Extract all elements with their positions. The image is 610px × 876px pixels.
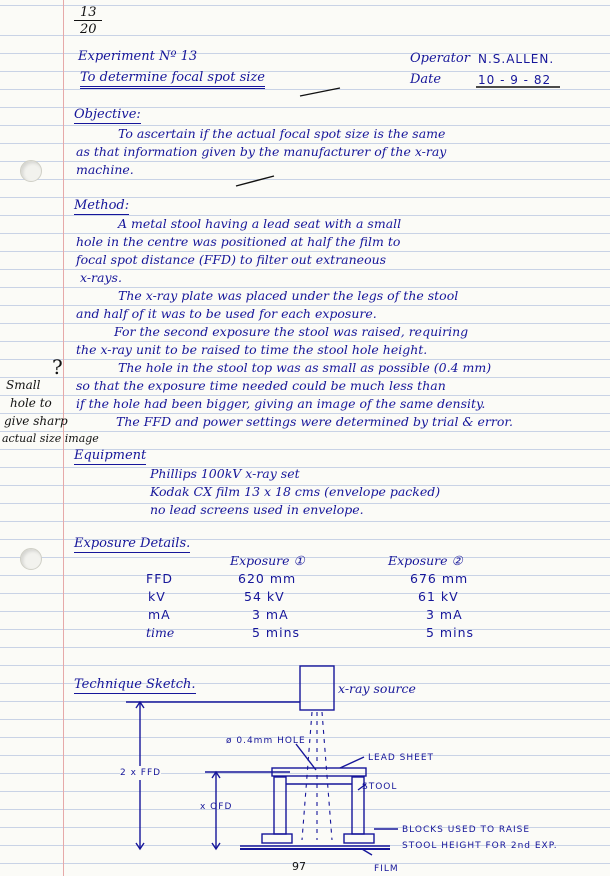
exposure-row-label: time (146, 625, 175, 640)
blocks-label-line-1: BLOCKS USED TO RAISE (402, 825, 531, 835)
exposure-row-label: FFD (146, 571, 174, 586)
method-line: so that the exposure time needed could be much less than (76, 378, 446, 393)
margin-note-line: give sharp (4, 414, 68, 428)
exposure-row-label: mA (148, 607, 171, 622)
objective-line: as that information given by the manufacturer of the x-ray (76, 144, 447, 159)
technique-sketch-heading: Technique Sketch. (74, 677, 196, 692)
equipment-line: no lead screens used in envelope. (150, 502, 364, 517)
equipment-heading: Equipment (74, 448, 147, 463)
method-line: focal spot distance (FFD) to filter out extraneous (76, 252, 387, 267)
blocks-label-line-2: STOOL HEIGHT FOR 2nd EXP. (402, 841, 558, 851)
method-line: the x-ray unit to be raised to time the stool hole height. (76, 342, 428, 357)
xray-tube-shape (300, 666, 334, 710)
exposure-2-header: Exposure ② (388, 553, 463, 568)
margin-note-line: actual size image (2, 432, 99, 445)
operator-label: Operator (410, 51, 470, 66)
method-line: if the hole had been bigger, giving an image of the same density. (76, 396, 486, 411)
date-value: 10 - 9 - 82 (478, 73, 552, 87)
method-heading: Method: (74, 198, 130, 213)
method-line: For the second exposure the stool was raised, requiring (114, 324, 469, 339)
hole-label: ø 0.4mm HOLE (226, 736, 306, 746)
ofd-label: x OFD (200, 802, 233, 812)
experiment-title: To determine focal spot size (80, 71, 265, 89)
margin-note-line: Small (6, 378, 41, 392)
page-number: 97 (292, 860, 306, 873)
objective-line: machine. (76, 162, 134, 177)
block-left (262, 834, 292, 843)
exposure-details-heading: Exposure Details. (74, 536, 191, 551)
equipment-line: Kodak CX film 13 x 18 cms (envelope packed) (150, 484, 441, 499)
exposure-1-value: 620 mm (238, 571, 297, 586)
exposure-1-value: 3 mA (252, 607, 289, 622)
method-line: x-rays. (80, 270, 122, 285)
lead-sheet-label: LEAD SHEET (368, 753, 434, 763)
exposure-2-value: 5 mins (426, 625, 475, 640)
method-line: and half of it was to be used for each exposure. (76, 306, 377, 321)
method-line: The hole in the stool top was as small as possible (0.4 mm) (118, 360, 492, 375)
method-line: The x-ray plate was placed under the legs of the stool (118, 288, 459, 303)
date-label: Date (410, 72, 442, 87)
experiment-number: Experiment Nº 13 (78, 49, 198, 64)
exposure-1-value: 5 mins (252, 625, 301, 640)
exposure-1-value: 54 kV (244, 589, 285, 604)
film-label: FILM (374, 864, 399, 874)
margin-note-question: ? (52, 355, 63, 379)
operator-value: N.S.ALLEN. (478, 52, 555, 66)
ffd-label: 2 x FFD (120, 768, 162, 778)
method-line: hole in the centre was positioned at half the film to (76, 234, 401, 249)
block-right (344, 834, 374, 843)
exposure-row-label: kV (148, 589, 166, 604)
exposure-2-value: 3 mA (426, 607, 463, 622)
xray-source-label: x-ray source (338, 681, 416, 696)
method-line: A metal stool having a lead seat with a small (118, 216, 402, 231)
margin-note-line: hole to (10, 396, 52, 410)
stool-leg-left (274, 777, 286, 834)
objective-heading: Objective: (74, 107, 141, 122)
method-line: The FFD and power settings were determined by trial & error. (116, 414, 513, 429)
exposure-2-value: 676 mm (410, 571, 469, 586)
equipment-line: Phillips 100kV x-ray set (150, 466, 300, 481)
page-count-top: 13 (80, 5, 97, 20)
exposure-1-header: Exposure ① (230, 553, 305, 568)
objective-line: To ascertain if the actual focal spot size is the same (118, 126, 446, 141)
stool-label: STOOL (362, 782, 398, 792)
page-count-bottom: 20 (80, 22, 97, 37)
exposure-2-value: 61 kV (418, 589, 459, 604)
